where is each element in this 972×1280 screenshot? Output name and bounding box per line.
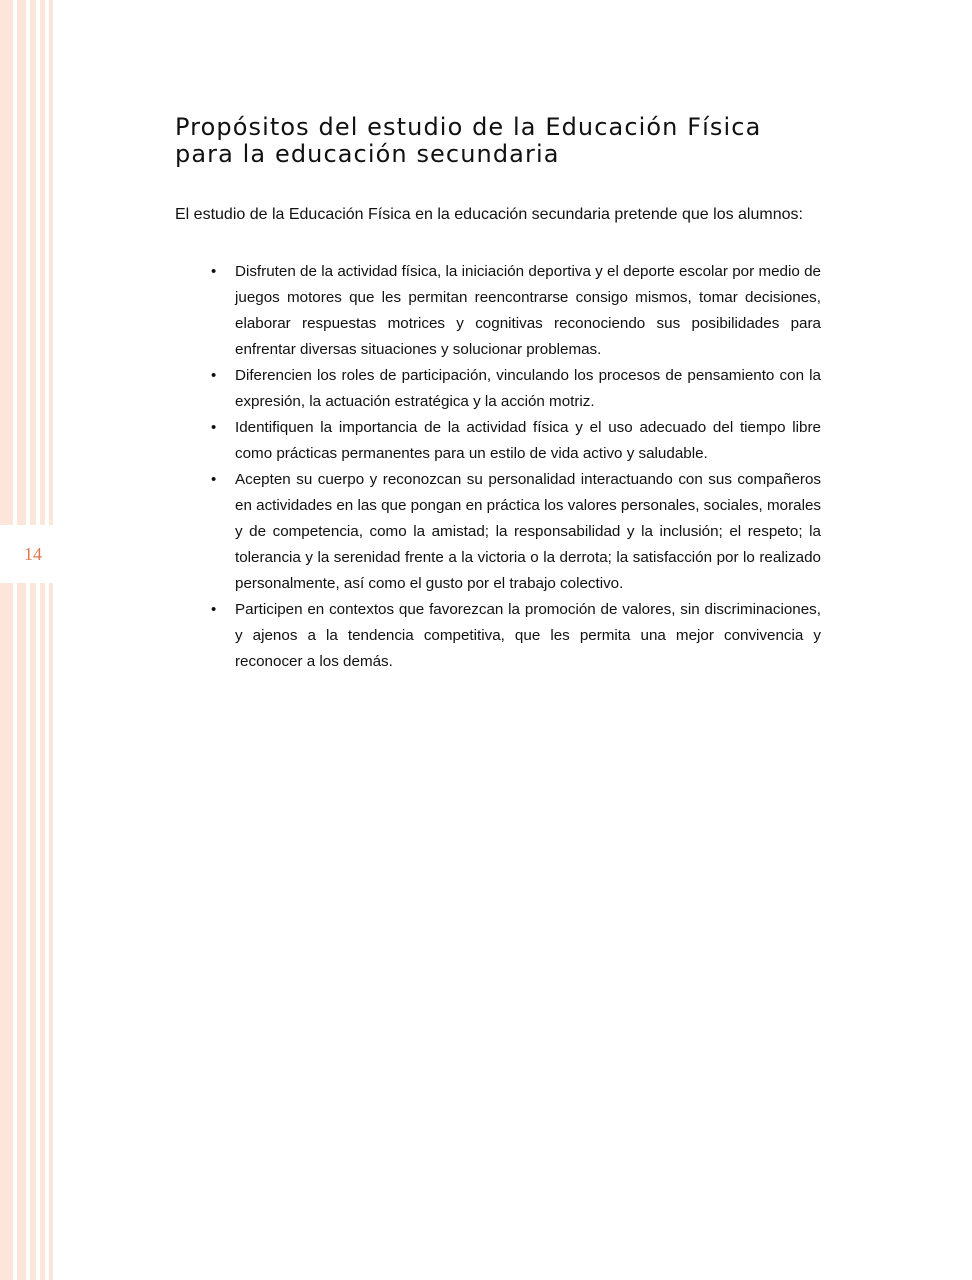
margin-stripe [40, 0, 45, 1280]
purposes-list [175, 259, 821, 675]
margin-stripe [17, 0, 26, 1280]
page-number: 14 [24, 544, 42, 564]
intro-paragraph: El estudio de la Educación Física en la educación secundaria pretende que los alumnos: [175, 206, 803, 223]
list-item-text: Diferencien los roles de participación, vinculando los procesos de pensamiento con la expresión, la actuación estratégica y la acción motriz. [235, 367, 821, 410]
margin-stripe [49, 0, 53, 1280]
bullet-icon: • [211, 367, 217, 384]
list-item [175, 597, 821, 675]
list-item [175, 363, 821, 415]
list-item-text: Identifiquen la importancia de la actividad física y el uso adecuado del tiempo libre como prácticas permanentes para un estilo de vida activo y saludable. [235, 419, 821, 462]
bullet-icon: • [211, 263, 217, 280]
list-item [175, 259, 821, 363]
page-title [175, 114, 821, 168]
decorative-margin-stripes [0, 0, 60, 1280]
bullet-icon: • [211, 601, 217, 618]
page-title-line-1: Propósitos del estudio de la Educación Física [175, 113, 762, 141]
bullet-icon: • [211, 419, 217, 436]
margin-stripe [30, 0, 36, 1280]
bullet-icon: • [211, 471, 217, 488]
list-item-text: Participen en contextos que favorezcan la promoción de valores, sin discriminaciones, y ajenos a la tendencia competitiva, que les permita una mejor convivencia y reconocer a los demás. [235, 601, 821, 670]
margin-stripe [0, 0, 13, 1280]
page-content [175, 114, 821, 675]
list-item-text: Disfruten de la actividad física, la iniciación deportiva y el deporte escolar por medio de juegos motores que les permitan reencontrarse consigo mismos, tomar decisiones, elaborar respuestas motrices y cognitivas reconociendo sus posibilidades para enfrentar diversas situaciones y solucionar problemas. [235, 263, 821, 358]
list-item [175, 415, 821, 467]
list-item-text: Acepten su cuerpo y reconozcan su personalidad interactuando con sus compañeros en actividades en las que pongan en práctica los valores personales, sociales, morales y de competencia, como la amistad; la responsabilidad y la inclusión; el respeto; la tolerancia y la serenidad frente a la victoria o la derrota; la satisfacción por lo realizado personalmente, así como el gusto por el trabajo colectivo. [235, 471, 821, 592]
list-item [175, 467, 821, 597]
page-title-line-2: para la educación secundaria [175, 140, 560, 168]
